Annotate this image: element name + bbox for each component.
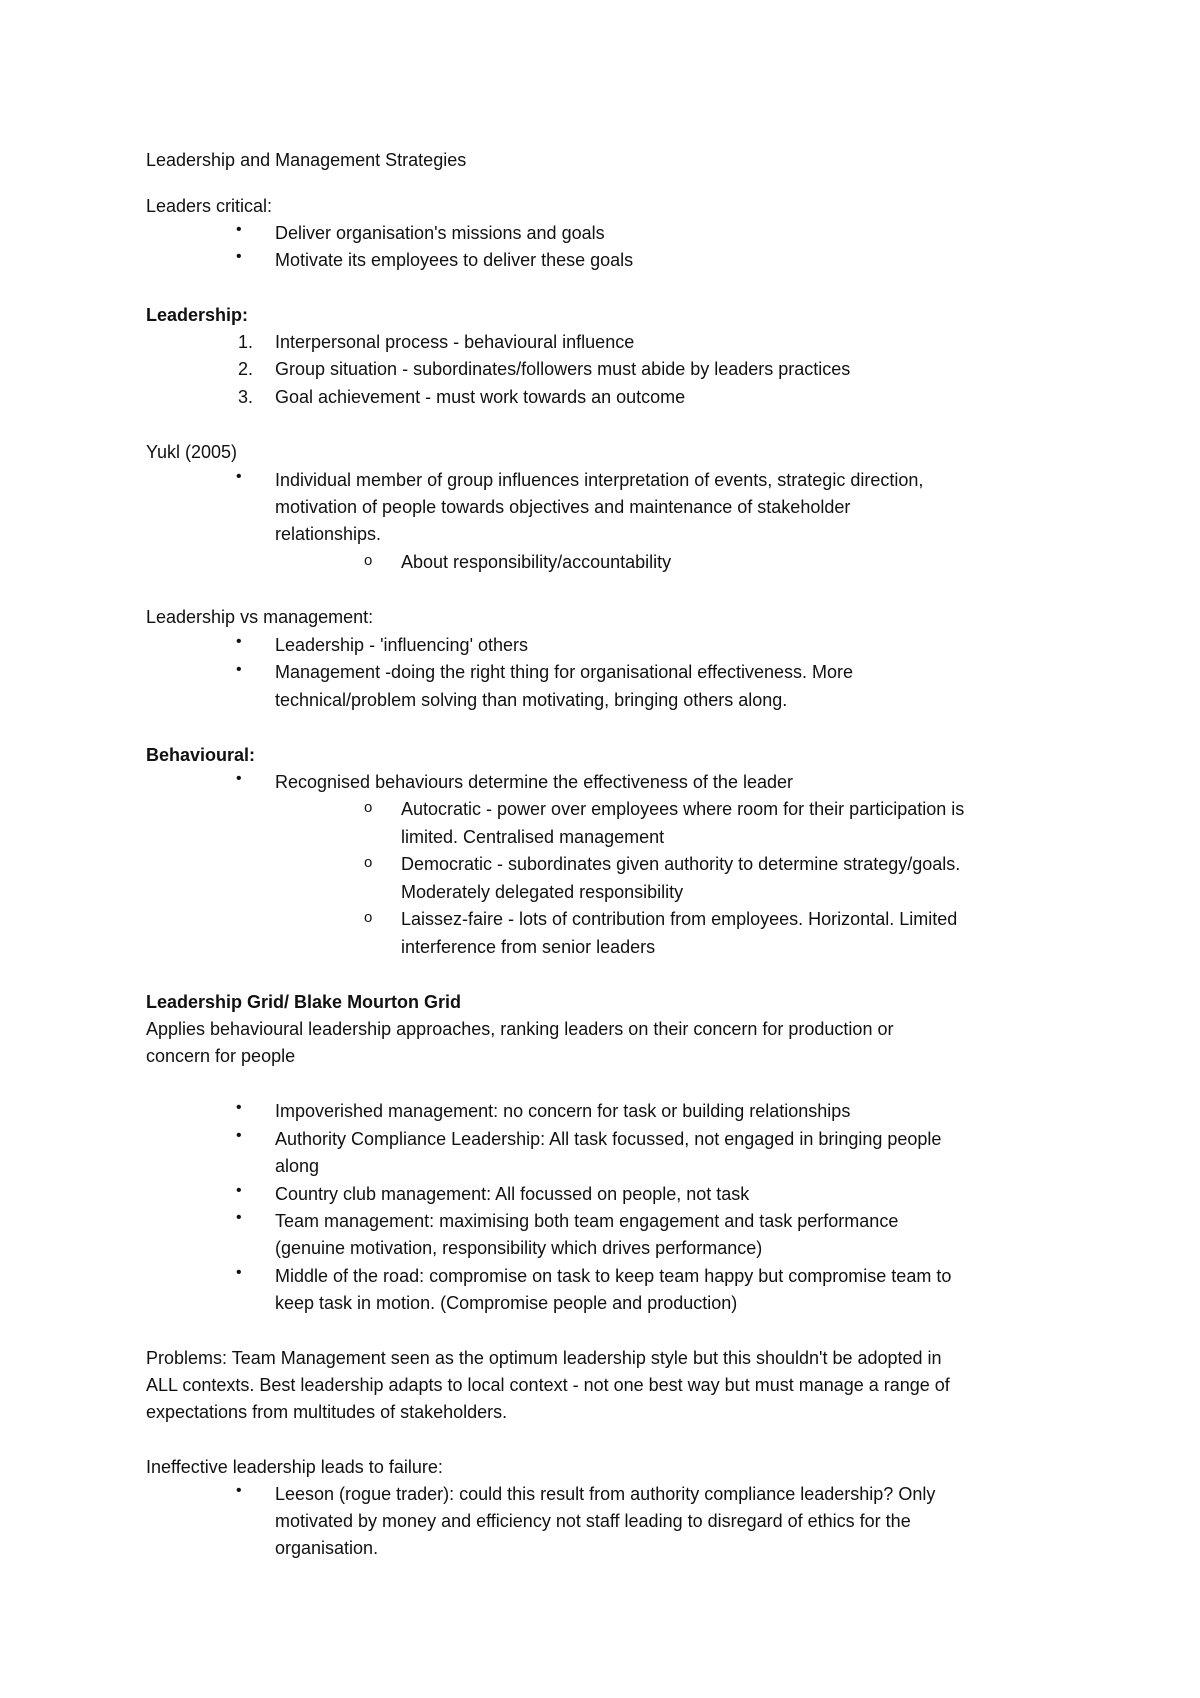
sub-list-item-line: interference from senior leaders bbox=[401, 937, 656, 957]
bullet-icon: • bbox=[236, 1209, 242, 1226]
list-item-line: Individual member of group influences interpretation of events, strategic direction, bbox=[275, 470, 924, 490]
bullet-icon: • bbox=[236, 770, 242, 787]
sub-bullet-icon: o bbox=[364, 552, 373, 569]
sub-list-item-line: Moderately delegated responsibility bbox=[401, 882, 684, 902]
list-item-line: along bbox=[275, 1156, 320, 1176]
grid-heading: Leadership Grid/ Blake Mourton Grid bbox=[146, 992, 462, 1012]
problems-line: ALL contexts. Best leadership adapts to local context - not one best way but must manage a range of bbox=[146, 1375, 950, 1395]
list-item-line: Team management: maximising both team engagement and task performance bbox=[275, 1211, 899, 1231]
sub-bullet-icon: o bbox=[364, 854, 373, 871]
sub-bullet-icon: o bbox=[364, 799, 373, 816]
grid-intro-line: Applies behavioural leadership approaches, ranking leaders on their concern for production or bbox=[146, 1019, 894, 1039]
sub-list-item: About responsibility/accountability bbox=[401, 552, 672, 572]
grid-intro-line: concern for people bbox=[146, 1046, 296, 1066]
sub-list-item-line: Laissez-faire - lots of contribution from employees. Horizontal. Limited bbox=[401, 909, 958, 929]
list-item: Deliver organisation's missions and goals bbox=[275, 223, 605, 243]
behavioural-heading: Behavioural: bbox=[146, 745, 256, 765]
doc-title: Leadership and Management Strategies bbox=[146, 150, 467, 170]
vs-heading: Leadership vs management: bbox=[146, 607, 374, 627]
list-item-line: Authority Compliance Leadership: All task focussed, not engaged in bringing people bbox=[275, 1129, 942, 1149]
bullet-icon: • bbox=[236, 1099, 242, 1116]
list-item-line: technical/problem solving than motivating, bringing others along. bbox=[275, 690, 788, 710]
bullet-icon: • bbox=[236, 221, 242, 238]
ineffective-heading: Ineffective leadership leads to failure: bbox=[146, 1457, 443, 1477]
list-item: Leadership - 'influencing' others bbox=[275, 635, 529, 655]
sub-bullet-icon: o bbox=[364, 909, 373, 926]
list-item-line: motivation of people towards objectives and maintenance of stakeholder bbox=[275, 497, 851, 517]
list-item-line: relationships. bbox=[275, 524, 382, 544]
bullet-icon: • bbox=[236, 1127, 242, 1144]
sub-list-item-line: Democratic - subordinates given authority to determine strategy/goals. bbox=[401, 854, 961, 874]
list-item-line: keep task in motion. (Compromise people and production) bbox=[275, 1293, 738, 1313]
bullet-icon: • bbox=[236, 1182, 242, 1199]
bullet-icon: • bbox=[236, 1482, 242, 1499]
yukl-heading: Yukl (2005) bbox=[146, 442, 238, 462]
list-number: 3. bbox=[238, 387, 254, 407]
list-item-line: (genuine motivation, responsibility which drives performance) bbox=[275, 1238, 763, 1258]
sub-list-item-line: limited. Centralised management bbox=[401, 827, 665, 847]
list-number: 2. bbox=[238, 359, 254, 379]
bullet-icon: • bbox=[236, 1264, 242, 1281]
list-item: Motivate its employees to deliver these goals bbox=[275, 250, 634, 270]
bullet-icon: • bbox=[236, 661, 242, 678]
list-item: Interpersonal process - behavioural influence bbox=[275, 332, 635, 352]
list-item-line: Management -doing the right thing for organisational effectiveness. More bbox=[275, 662, 854, 682]
list-item: Country club management: All focussed on people, not task bbox=[275, 1184, 750, 1204]
list-item-line: organisation. bbox=[275, 1538, 379, 1558]
list-item: Goal achievement - must work towards an outcome bbox=[275, 387, 686, 407]
list-item-line: motivated by money and efficiency not staff leading to disregard of ethics for the bbox=[275, 1511, 911, 1531]
bullet-icon: • bbox=[236, 248, 242, 265]
bullet-icon: • bbox=[236, 468, 242, 485]
problems-line: expectations from multitudes of stakeholders. bbox=[146, 1402, 508, 1422]
leaders-critical-heading: Leaders critical: bbox=[146, 196, 273, 216]
list-item-line: Leeson (rogue trader): could this result from authority compliance leadership? Only bbox=[275, 1484, 936, 1504]
sub-list-item-line: Autocratic - power over employees where room for their participation is bbox=[401, 799, 965, 819]
bullet-icon: • bbox=[236, 633, 242, 650]
list-item: Impoverished management: no concern for task or building relationships bbox=[275, 1101, 851, 1121]
list-number: 1. bbox=[238, 332, 254, 352]
list-item: Recognised behaviours determine the effectiveness of the leader bbox=[275, 772, 793, 792]
leadership-heading: Leadership: bbox=[146, 305, 249, 325]
list-item-line: Middle of the road: compromise on task to keep team happy but compromise team to bbox=[275, 1266, 952, 1286]
problems-line: Problems: Team Management seen as the optimum leadership style but this shouldn't be adopted in bbox=[146, 1348, 942, 1368]
list-item: Group situation - subordinates/followers must abide by leaders practices bbox=[275, 359, 851, 379]
